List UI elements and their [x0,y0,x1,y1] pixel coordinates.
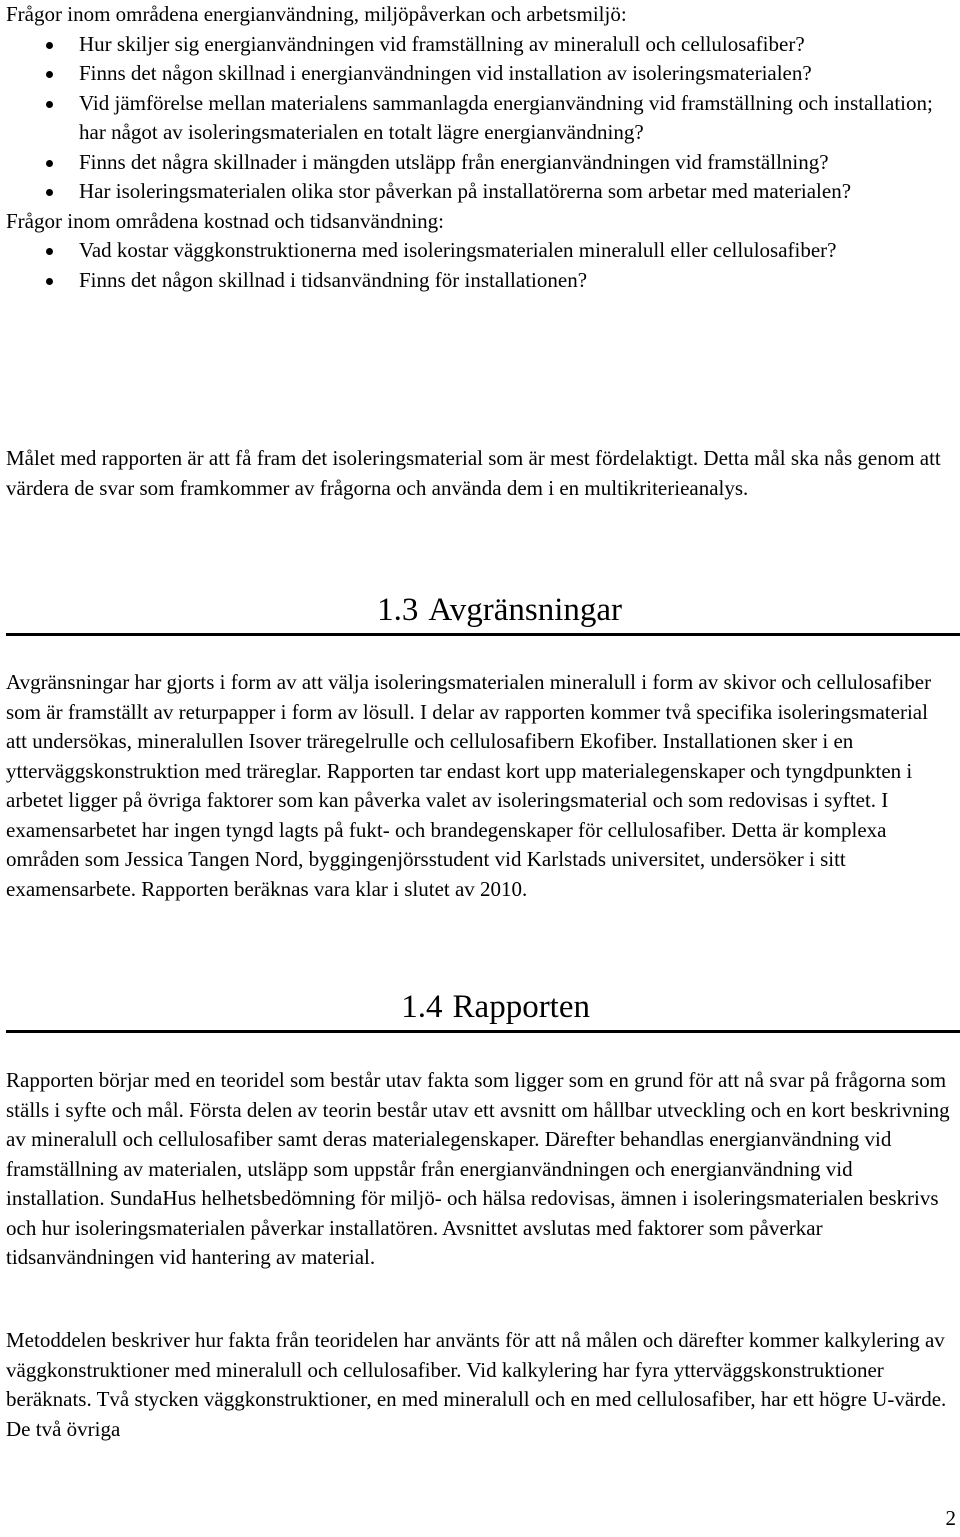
section-heading-1-3 [0,590,960,630]
section-number: 1.3 [377,592,419,628]
avgransningar-paragraph: Avgränsningar har gjorts i form av att välja isoleringsmaterialen mineralull i form av skivor och cellulosafiber som är framställt av returpapper i form av lösull. I delar av rapporten kommer två specifika isoleringsmaterial att undersökas, mineralullen Isover träregelrulle och cellulosafibern Ekofiber. Installationen sker i en ytterväggskonstruktion med träreglar. Rapporten tar endast kort upp materialegenskaper och tyngdpunkten i arbetet ligger på övriga faktorer som kan påverka valet av isoleringsmaterial och som redovisas i syftet. I examensarbetet har ingen tyngd lagts på fukt- och brandegenskaper för cellulosafiber. Detta är komplexa områden som Jessica Tangen Nord, byggingenjörsstudent vid Karlstads universitet, undersöker i sitt examensarbete. Rapporten beräknas vara klar i slutet av 2010. [6,670,932,901]
rapporten-paragraph-2: Metoddelen beskriver hur fakta från teoridelen har använts för att nå målen och därefter kommer kalkylering av väggkonstruktioner med mineralull och cellulosafiber. Vid kalkylering har fyra ytterväggskonstruktioner beräknats. Två stycken väggkonstruktioner, en med mineralull och en med cellulosafiber, har ett högre U-värde. De två övriga [6,1328,947,1441]
bullet-icon [46,278,53,285]
cost-questions-heading: Frågor inom områdena kostnad och tidsanvändning: [6,208,444,233]
bullet-icon [46,71,53,78]
list-item: Hur skiljer sig energianvändningen vid framställning av mineralull och cellulosafiber? [6,30,950,60]
section-title: Avgränsningar [428,592,622,628]
energy-question-list [6,30,950,207]
energy-questions-section [6,0,950,295]
goal-paragraph: Målet med rapporten är att få fram det isoleringsmaterial som är mest fördelaktigt. Detta mål ska nås genom att värdera de svar som framkommer av frågorna och använda dem i en multikriterieanalys. [6,446,941,500]
list-item: Finns det någon skillnad i tidsanvändning för installationen? [6,266,950,296]
bullet-icon [46,42,53,49]
bullet-icon [46,101,53,108]
cost-question-list [6,236,950,295]
list-item: Vid jämförelse mellan materialens sammanlagda energianvändning vid framställning och installation; har något av isoleringsmaterialen en totalt lägre energianvändning? [6,89,950,148]
section-number: 1.4 [401,989,443,1025]
list-item: Finns det någon skillnad i energianvändningen vid installation av isoleringsmaterialen? [6,59,950,89]
list-item: Vad kostar väggkonstruktionerna med isoleringsmaterialen mineralull eller cellulosafiber? [6,236,950,266]
rapporten-paragraph-1: Rapporten börjar med en teoridel som består utav fakta som ligger som en grund för att nå svar på frågorna som ställs i syfte och mål. Första delen av teorin består utav ett avsnitt om hållbar utveckling och en kort beskrivning av mineralull och cellulosafiber samt deras materialegenskaper. Därefter behandlas energianvändning vid framställning av materialen, utsläpp som uppstår från energianvändningen och energianvändning vid installation. SundaHus helhetsbedömning för miljö- och hälsa redovisas, ämnen i isoleringsmaterialen beskrivs och hur isoleringsmaterialen påverkar installatören. Avsnittet avslutas med faktorer som påverkar tidsanvändningen vid hantering av material. [6,1068,950,1269]
heading-rule [6,1030,960,1033]
section-heading-1-4 [0,987,960,1027]
list-item: Finns det några skillnader i mängden utsläpp från energianvändningen vid framställning? [6,148,950,178]
bullet-icon [46,248,53,255]
energy-questions-heading: Frågor inom områdena energianvändning, miljöpåverkan och arbetsmiljö: [6,2,627,26]
bullet-icon [46,189,53,196]
page-number: 2 [945,1506,956,1530]
bullet-icon [46,160,53,167]
section-title: Rapporten [452,989,590,1025]
list-item: Har isoleringsmaterialen olika stor påverkan på installatörerna som arbetar med materialen? [6,177,950,207]
heading-rule [6,633,960,636]
